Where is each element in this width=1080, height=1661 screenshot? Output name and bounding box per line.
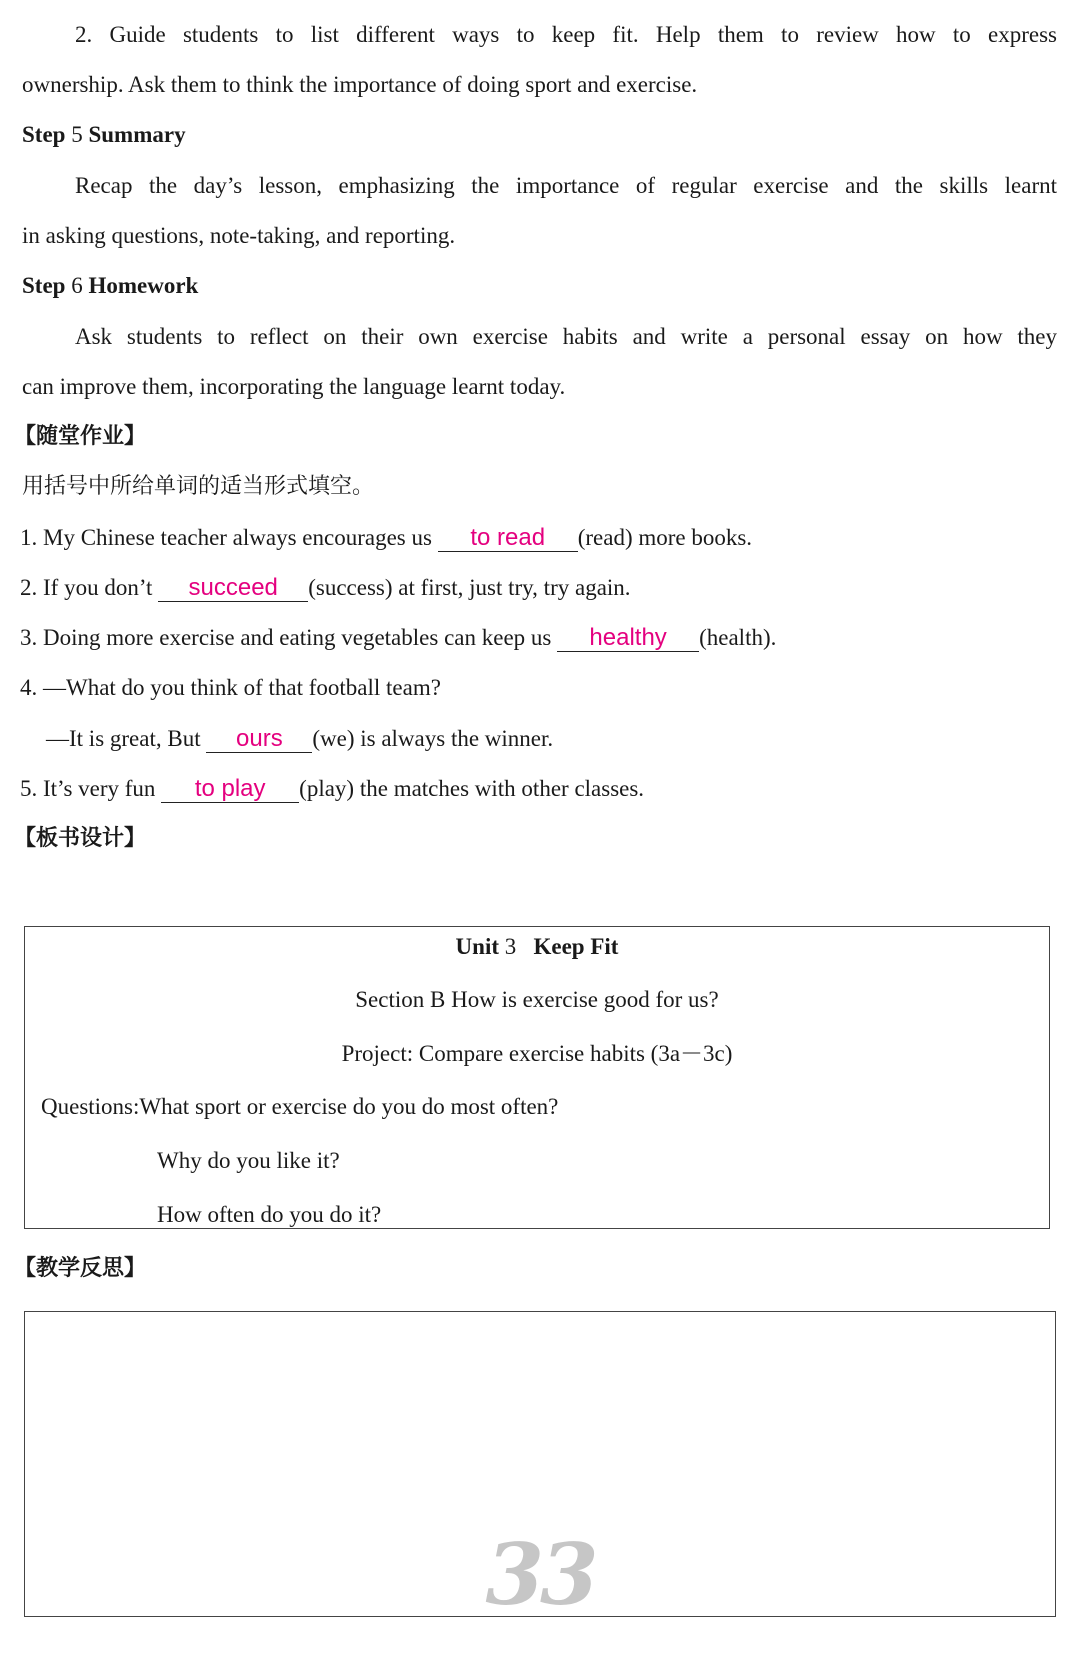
item-4-answer: ours [206, 726, 312, 753]
step6-label: Step [22, 273, 66, 298]
board-unit-number: 3 [504, 934, 517, 959]
board-unit-name: Keep Fit [533, 934, 619, 959]
board-unit-label: Unit [455, 934, 499, 959]
step5-number: 5 [71, 122, 83, 147]
reflection-header: 【教学反思】 [14, 1256, 147, 1281]
board-unit-title [25, 932, 1049, 962]
item-2-text-before: 2. If you don’t [20, 575, 159, 600]
step5-title: Summary [88, 122, 186, 147]
step5-line2: in asking questions, note-taking, and reporting. [22, 223, 456, 248]
item-1-text-before: 1. My Chinese teacher always encourages us [20, 525, 438, 550]
board-questions-row-1 [41, 1092, 558, 1122]
item-5-answer: to play [161, 776, 299, 803]
step6-number: 6 [71, 273, 83, 298]
homework-item-1 [20, 523, 752, 553]
homework-item-3 [20, 623, 776, 653]
item-5-text-before: 5. It’s very fun [20, 776, 162, 801]
board-question-1: What sport or exercise do you do most often? [139, 1094, 559, 1119]
homework-item-4-answer-line [46, 724, 553, 754]
item-3-answer: healthy [557, 625, 699, 652]
board-question-2: Why do you like it? [157, 1148, 340, 1173]
homework-item-5 [20, 774, 644, 804]
item-5-text-after: (play) the matches with other classes. [299, 776, 645, 801]
homework-item-2 [20, 573, 631, 603]
homework-instruction: 用括号中所给单词的适当形式填空。 [22, 474, 375, 499]
item-4-text-after: (we) is always the winner. [312, 726, 554, 751]
step4-item2-line2: ownership. Ask them to think the importance of doing sport and exercise. [22, 72, 698, 97]
board-questions-label: Questions: [41, 1094, 140, 1119]
item-1-answer: to read [438, 525, 578, 552]
homework-header: 【随堂作业】 [14, 424, 147, 449]
step6-line2: can improve them, incorporating the language learnt today. [22, 374, 566, 399]
item-3-text-before: 3. Doing more exercise and eating vegetables can keep us [20, 625, 558, 650]
item-3-text-after: (health). [699, 625, 777, 650]
board-design-box [24, 926, 1050, 1229]
step5-line1: Recap the day’s lesson, emphasizing the importance of regular exercise and the skills learnt [75, 173, 1057, 198]
board-question-3: How often do you do it? [157, 1202, 382, 1227]
item-2-answer: succeed [158, 575, 308, 602]
step6-title: Homework [88, 273, 199, 298]
item-1-text-after: (read) more books. [577, 525, 753, 550]
board-project: Project: Compare exercise habits (3a－3c) [341, 1041, 733, 1066]
step4-item2-line1: 2. Guide students to list different ways to keep fit. Help them to review how to express [75, 22, 1057, 47]
step5-heading [22, 120, 186, 150]
step6-line1: Ask students to reflect on their own exercise habits and write a personal essay on how they [75, 324, 1057, 349]
homework-item-4-question: 4. —What do you think of that football team? [20, 675, 441, 700]
item-4-text-before: —It is great, But [46, 726, 207, 751]
item-2-text-after: (success) at first, just try, try again. [308, 575, 631, 600]
page-number: 33 [485, 1525, 595, 1624]
board-header: 【板书设计】 [14, 826, 147, 851]
step5-label: Step [22, 122, 66, 147]
board-section: Section B How is exercise good for us? [355, 987, 719, 1012]
step6-heading [22, 271, 198, 301]
